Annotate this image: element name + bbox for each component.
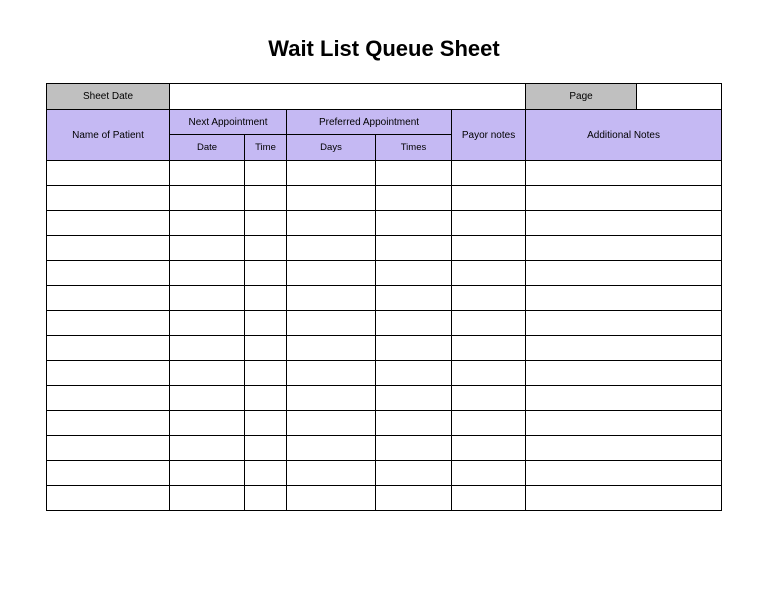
additional-notes-header: Additional Notes — [526, 110, 722, 161]
patient-name-cell[interactable] — [47, 486, 170, 511]
next-time-cell[interactable] — [245, 461, 287, 486]
preferred-days-cell[interactable] — [287, 461, 376, 486]
table-row — [47, 186, 722, 211]
preferred-days-cell[interactable] — [287, 486, 376, 511]
table-row — [47, 361, 722, 386]
patient-name-cell[interactable] — [47, 286, 170, 311]
patient-name-cell[interactable] — [47, 211, 170, 236]
preferred-times-cell[interactable] — [376, 486, 452, 511]
preferred-times-cell[interactable] — [376, 336, 452, 361]
additional-notes-cell[interactable] — [526, 436, 722, 461]
table-row — [47, 261, 722, 286]
next-date-cell[interactable] — [170, 361, 245, 386]
time-header: Time — [245, 135, 287, 161]
preferred-days-cell[interactable] — [287, 211, 376, 236]
preferred-days-cell[interactable] — [287, 236, 376, 261]
table-row — [47, 386, 722, 411]
name-of-patient-header: Name of Patient — [47, 110, 170, 161]
table-row — [47, 436, 722, 461]
next-time-cell[interactable] — [245, 236, 287, 261]
next-date-cell[interactable] — [170, 161, 245, 186]
table-row — [47, 311, 722, 336]
preferred-days-cell[interactable] — [287, 411, 376, 436]
additional-notes-cell[interactable] — [526, 236, 722, 261]
additional-notes-cell[interactable] — [526, 286, 722, 311]
next-date-cell[interactable] — [170, 336, 245, 361]
payor-notes-cell[interactable] — [452, 436, 526, 461]
additional-notes-cell[interactable] — [526, 486, 722, 511]
next-date-cell[interactable] — [170, 186, 245, 211]
payor-notes-cell[interactable] — [452, 336, 526, 361]
preferred-times-cell[interactable] — [376, 311, 452, 336]
additional-notes-cell[interactable] — [526, 461, 722, 486]
next-time-cell[interactable] — [245, 436, 287, 461]
next-time-cell[interactable] — [245, 311, 287, 336]
table-row — [47, 286, 722, 311]
additional-notes-cell[interactable] — [526, 411, 722, 436]
additional-notes-cell[interactable] — [526, 211, 722, 236]
preferred-days-cell[interactable] — [287, 261, 376, 286]
preferred-days-cell[interactable] — [287, 436, 376, 461]
next-time-cell[interactable] — [245, 186, 287, 211]
page-field[interactable] — [637, 84, 722, 110]
next-date-cell[interactable] — [170, 211, 245, 236]
next-time-cell[interactable] — [245, 211, 287, 236]
sheet-date-field[interactable] — [170, 84, 526, 110]
patient-name-cell[interactable] — [47, 386, 170, 411]
patient-name-cell[interactable] — [47, 361, 170, 386]
additional-notes-cell[interactable] — [526, 186, 722, 211]
table-row — [47, 211, 722, 236]
payor-notes-cell[interactable] — [452, 361, 526, 386]
patient-rows — [47, 161, 722, 511]
sheet-date-label: Sheet Date — [47, 84, 170, 110]
additional-notes-cell[interactable] — [526, 361, 722, 386]
payor-notes-cell[interactable] — [452, 211, 526, 236]
next-date-cell[interactable] — [170, 236, 245, 261]
payor-notes-cell[interactable] — [452, 161, 526, 186]
next-time-cell[interactable] — [245, 411, 287, 436]
preferred-times-cell[interactable] — [376, 286, 452, 311]
times-header: Times — [376, 135, 452, 161]
preferred-days-cell[interactable] — [287, 286, 376, 311]
sheet-title: Wait List Queue Sheet — [268, 36, 500, 61]
header-row-primary — [47, 110, 722, 135]
preferred-times-cell[interactable] — [376, 186, 452, 211]
payor-notes-cell[interactable] — [452, 236, 526, 261]
preferred-days-cell[interactable] — [287, 161, 376, 186]
patient-name-cell[interactable] — [47, 436, 170, 461]
preferred-times-cell[interactable] — [376, 436, 452, 461]
preferred-days-cell[interactable] — [287, 386, 376, 411]
next-date-cell[interactable] — [170, 261, 245, 286]
next-date-cell[interactable] — [170, 436, 245, 461]
patient-name-cell[interactable] — [47, 336, 170, 361]
payor-notes-cell[interactable] — [452, 461, 526, 486]
sheet-meta-row — [47, 84, 722, 110]
preferred-times-cell[interactable] — [376, 261, 452, 286]
preferred-times-cell[interactable] — [376, 361, 452, 386]
table-row — [47, 236, 722, 261]
payor-notes-cell[interactable] — [452, 186, 526, 211]
page-label: Page — [526, 84, 637, 110]
table-row — [47, 486, 722, 511]
patient-name-cell[interactable] — [47, 186, 170, 211]
date-header: Date — [170, 135, 245, 161]
preferred-days-cell[interactable] — [287, 311, 376, 336]
preferred-times-cell[interactable] — [376, 236, 452, 261]
preferred-days-cell[interactable] — [287, 361, 376, 386]
next-time-cell[interactable] — [245, 286, 287, 311]
preferred-times-cell[interactable] — [376, 211, 452, 236]
additional-notes-cell[interactable] — [526, 386, 722, 411]
additional-notes-cell[interactable] — [526, 161, 722, 186]
payor-notes-header: Payor notes — [452, 110, 526, 161]
next-time-cell[interactable] — [245, 336, 287, 361]
payor-notes-cell[interactable] — [452, 386, 526, 411]
additional-notes-cell[interactable] — [526, 261, 722, 286]
preferred-days-cell[interactable] — [287, 336, 376, 361]
patient-name-cell[interactable] — [47, 261, 170, 286]
preferred-days-cell[interactable] — [287, 186, 376, 211]
next-date-cell[interactable] — [170, 411, 245, 436]
table-row — [47, 336, 722, 361]
next-time-cell[interactable] — [245, 361, 287, 386]
next-time-cell[interactable] — [245, 386, 287, 411]
next-appointment-header: Next Appointment — [170, 110, 287, 135]
next-time-cell[interactable] — [245, 161, 287, 186]
payor-notes-cell[interactable] — [452, 286, 526, 311]
patient-name-cell[interactable] — [47, 411, 170, 436]
additional-notes-cell[interactable] — [526, 336, 722, 361]
additional-notes-cell[interactable] — [526, 311, 722, 336]
patient-name-cell[interactable] — [47, 236, 170, 261]
preferred-times-cell[interactable] — [376, 386, 452, 411]
next-date-cell[interactable] — [170, 486, 245, 511]
next-time-cell[interactable] — [245, 486, 287, 511]
patient-name-cell[interactable] — [47, 461, 170, 486]
next-time-cell[interactable] — [245, 261, 287, 286]
preferred-times-cell[interactable] — [376, 161, 452, 186]
patient-name-cell[interactable] — [47, 161, 170, 186]
patient-name-cell[interactable] — [47, 311, 170, 336]
preferred-times-cell[interactable] — [376, 411, 452, 436]
next-date-cell[interactable] — [170, 386, 245, 411]
payor-notes-cell[interactable] — [452, 261, 526, 286]
payor-notes-cell[interactable] — [452, 486, 526, 511]
next-date-cell[interactable] — [170, 286, 245, 311]
payor-notes-cell[interactable] — [452, 411, 526, 436]
days-header: Days — [287, 135, 376, 161]
next-date-cell[interactable] — [170, 461, 245, 486]
next-date-cell[interactable] — [170, 311, 245, 336]
table-row — [47, 161, 722, 186]
preferred-appointment-header: Preferred Appointment — [287, 110, 452, 135]
payor-notes-cell[interactable] — [452, 311, 526, 336]
table-row — [47, 461, 722, 486]
table-row — [47, 411, 722, 436]
wait-list-table — [46, 83, 722, 511]
preferred-times-cell[interactable] — [376, 461, 452, 486]
